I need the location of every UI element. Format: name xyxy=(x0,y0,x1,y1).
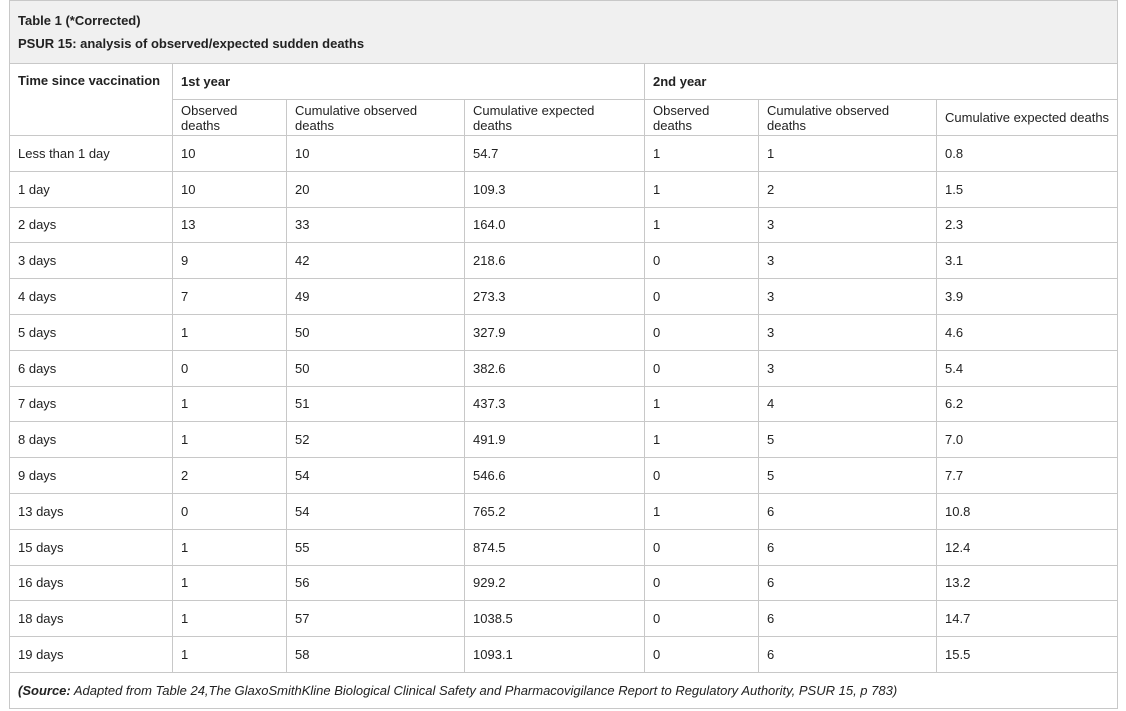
cell-cumulative-expected-y2: 0.8 xyxy=(937,136,1118,172)
cell-time: 7 days xyxy=(10,386,173,422)
table-row xyxy=(10,386,1118,422)
cell-cumulative-expected-y1: 491.9 xyxy=(465,422,645,458)
cell-cumulative-observed-y2: 6 xyxy=(759,529,937,565)
cell-observed-y1: 1 xyxy=(173,565,287,601)
cell-cumulative-expected-y1: 929.2 xyxy=(465,565,645,601)
cell-cumulative-expected-y2: 12.4 xyxy=(937,529,1118,565)
source-row xyxy=(10,672,1118,708)
cell-cumulative-expected-y2: 3.9 xyxy=(937,279,1118,315)
time-since-vaccination-header: Time since vaccination xyxy=(10,64,173,136)
cell-cumulative-expected-y1: 437.3 xyxy=(465,386,645,422)
cell-time: 15 days xyxy=(10,529,173,565)
table-container xyxy=(9,0,1117,709)
source-label: (Source: xyxy=(18,682,71,698)
table-caption-row xyxy=(10,1,1118,64)
cell-observed-y1: 1 xyxy=(173,422,287,458)
subheader-observed-deaths-y1: Observed deaths xyxy=(173,100,287,136)
cell-observed-y1: 2 xyxy=(173,458,287,494)
subheader-cumulative-expected-y1: Cumulative expected deaths xyxy=(465,100,645,136)
cell-cumulative-observed-y2: 4 xyxy=(759,386,937,422)
table-row xyxy=(10,422,1118,458)
cell-cumulative-expected-y2: 14.7 xyxy=(937,601,1118,637)
cell-cumulative-observed-y2: 5 xyxy=(759,458,937,494)
table-row xyxy=(10,350,1118,386)
cell-cumulative-expected-y2: 1.5 xyxy=(937,171,1118,207)
cell-observed-y1: 1 xyxy=(173,601,287,637)
cell-cumulative-observed-y2: 6 xyxy=(759,493,937,529)
cell-time: 5 days xyxy=(10,314,173,350)
cell-cumulative-expected-y1: 54.7 xyxy=(465,136,645,172)
cell-time: 19 days xyxy=(10,637,173,673)
cell-cumulative-observed-y1: 55 xyxy=(287,529,465,565)
cell-cumulative-expected-y1: 1093.1 xyxy=(465,637,645,673)
cell-cumulative-expected-y1: 1038.5 xyxy=(465,601,645,637)
cell-observed-y1: 1 xyxy=(173,637,287,673)
cell-cumulative-observed-y1: 50 xyxy=(287,314,465,350)
cell-observed-y1: 10 xyxy=(173,171,287,207)
table-caption xyxy=(10,1,1118,64)
cell-cumulative-observed-y1: 51 xyxy=(287,386,465,422)
cell-cumulative-observed-y2: 3 xyxy=(759,279,937,315)
cell-observed-y1: 10 xyxy=(173,136,287,172)
cell-observed-y1: 1 xyxy=(173,314,287,350)
subheader-cumulative-expected-y2: Cumulative expected deaths xyxy=(937,100,1118,136)
cell-observed-y2: 1 xyxy=(645,422,759,458)
cell-cumulative-expected-y1: 109.3 xyxy=(465,171,645,207)
cell-observed-y2: 0 xyxy=(645,565,759,601)
cell-observed-y1: 1 xyxy=(173,386,287,422)
cell-cumulative-expected-y2: 10.8 xyxy=(937,493,1118,529)
cell-observed-y1: 0 xyxy=(173,493,287,529)
cell-cumulative-observed-y2: 5 xyxy=(759,422,937,458)
cell-time: 3 days xyxy=(10,243,173,279)
source-note xyxy=(10,672,1118,708)
cell-cumulative-observed-y1: 20 xyxy=(287,171,465,207)
table-row xyxy=(10,314,1118,350)
cell-time: 16 days xyxy=(10,565,173,601)
cell-cumulative-observed-y1: 54 xyxy=(287,458,465,494)
cell-cumulative-expected-y2: 13.2 xyxy=(937,565,1118,601)
table-row xyxy=(10,458,1118,494)
cell-cumulative-expected-y2: 7.7 xyxy=(937,458,1118,494)
table-row xyxy=(10,279,1118,315)
group-header-row xyxy=(10,64,1118,100)
table-row xyxy=(10,136,1118,172)
cell-cumulative-expected-y2: 5.4 xyxy=(937,350,1118,386)
cell-cumulative-observed-y1: 54 xyxy=(287,493,465,529)
cell-time: 2 days xyxy=(10,207,173,243)
cell-cumulative-observed-y1: 50 xyxy=(287,350,465,386)
cell-cumulative-observed-y1: 42 xyxy=(287,243,465,279)
subheader-cumulative-observed-y2: Cumulative observed deaths xyxy=(759,100,937,136)
cell-cumulative-observed-y2: 6 xyxy=(759,565,937,601)
cell-cumulative-observed-y1: 52 xyxy=(287,422,465,458)
cell-cumulative-observed-y2: 1 xyxy=(759,136,937,172)
cell-cumulative-observed-y2: 2 xyxy=(759,171,937,207)
cell-cumulative-expected-y1: 327.9 xyxy=(465,314,645,350)
cell-observed-y2: 1 xyxy=(645,493,759,529)
cell-cumulative-expected-y2: 7.0 xyxy=(937,422,1118,458)
cell-cumulative-expected-y2: 2.3 xyxy=(937,207,1118,243)
cell-cumulative-expected-y2: 6.2 xyxy=(937,386,1118,422)
cell-observed-y1: 13 xyxy=(173,207,287,243)
cell-time: 6 days xyxy=(10,350,173,386)
cell-cumulative-expected-y1: 874.5 xyxy=(465,529,645,565)
cell-cumulative-observed-y1: 56 xyxy=(287,565,465,601)
first-year-header: 1st year xyxy=(173,64,645,100)
cell-cumulative-expected-y2: 4.6 xyxy=(937,314,1118,350)
cell-cumulative-expected-y2: 3.1 xyxy=(937,243,1118,279)
cell-cumulative-observed-y2: 3 xyxy=(759,350,937,386)
cell-cumulative-observed-y1: 10 xyxy=(287,136,465,172)
cell-cumulative-observed-y2: 3 xyxy=(759,243,937,279)
cell-cumulative-expected-y1: 546.6 xyxy=(465,458,645,494)
cell-time: Less than 1 day xyxy=(10,136,173,172)
subheader-row xyxy=(10,100,1118,136)
table-row xyxy=(10,207,1118,243)
table-row xyxy=(10,529,1118,565)
cell-time: 8 days xyxy=(10,422,173,458)
cell-cumulative-expected-y1: 765.2 xyxy=(465,493,645,529)
cell-cumulative-expected-y2: 15.5 xyxy=(937,637,1118,673)
sudden-deaths-table xyxy=(9,0,1118,709)
cell-time: 9 days xyxy=(10,458,173,494)
source-text: Adapted from Table 24,The GlaxoSmithKline Biological Clinical Safety and Pharmacovigilance Report to Regulatory Authority, PSUR 15, p 783) xyxy=(70,682,898,698)
cell-cumulative-expected-y1: 382.6 xyxy=(465,350,645,386)
table-row xyxy=(10,493,1118,529)
table-row xyxy=(10,601,1118,637)
second-year-header: 2nd year xyxy=(645,64,1118,100)
cell-time: 13 days xyxy=(10,493,173,529)
cell-cumulative-observed-y1: 57 xyxy=(287,601,465,637)
table-row xyxy=(10,243,1118,279)
caption-title: Table 1 (*Corrected) xyxy=(18,13,141,28)
subheader-cumulative-observed-y1: Cumulative observed deaths xyxy=(287,100,465,136)
cell-cumulative-observed-y2: 3 xyxy=(759,207,937,243)
cell-time: 4 days xyxy=(10,279,173,315)
cell-cumulative-expected-y1: 273.3 xyxy=(465,279,645,315)
cell-cumulative-observed-y2: 6 xyxy=(759,601,937,637)
cell-cumulative-observed-y1: 33 xyxy=(287,207,465,243)
cell-time: 18 days xyxy=(10,601,173,637)
caption-subtitle: PSUR 15: analysis of observed/expected sudden deaths xyxy=(18,36,365,51)
cell-observed-y1: 1 xyxy=(173,529,287,565)
cell-observed-y1: 0 xyxy=(173,350,287,386)
cell-cumulative-observed-y2: 6 xyxy=(759,637,937,673)
cell-time: 1 day xyxy=(10,171,173,207)
table-row xyxy=(10,637,1118,673)
cell-observed-y2: 0 xyxy=(645,601,759,637)
cell-observed-y1: 9 xyxy=(173,243,287,279)
cell-cumulative-expected-y1: 218.6 xyxy=(465,243,645,279)
cell-cumulative-observed-y1: 49 xyxy=(287,279,465,315)
cell-observed-y2: 1 xyxy=(645,171,759,207)
cell-cumulative-observed-y2: 3 xyxy=(759,314,937,350)
table-row xyxy=(10,171,1118,207)
cell-observed-y2: 1 xyxy=(645,386,759,422)
subheader-observed-deaths-y2: Observed deaths xyxy=(645,100,759,136)
cell-observed-y2: 0 xyxy=(645,637,759,673)
cell-observed-y2: 0 xyxy=(645,458,759,494)
cell-observed-y2: 0 xyxy=(645,243,759,279)
cell-observed-y2: 0 xyxy=(645,529,759,565)
table-row xyxy=(10,565,1118,601)
cell-observed-y2: 0 xyxy=(645,314,759,350)
cell-observed-y2: 1 xyxy=(645,207,759,243)
cell-cumulative-observed-y1: 58 xyxy=(287,637,465,673)
cell-observed-y2: 1 xyxy=(645,136,759,172)
cell-observed-y2: 0 xyxy=(645,279,759,315)
cell-cumulative-expected-y1: 164.0 xyxy=(465,207,645,243)
cell-observed-y2: 0 xyxy=(645,350,759,386)
cell-observed-y1: 7 xyxy=(173,279,287,315)
